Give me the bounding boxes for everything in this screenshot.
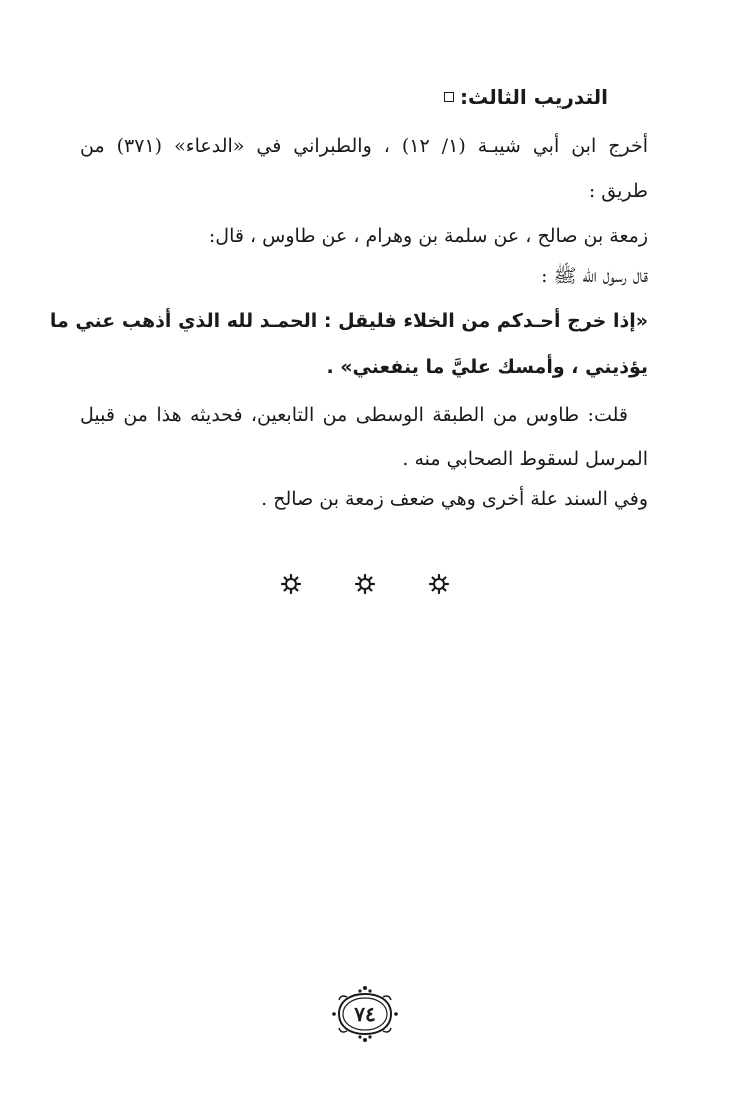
flower-star-icon — [428, 573, 450, 595]
heading-text: التدريب الثالث: — [460, 85, 608, 109]
paragraph-line: وفي السند علة أخرى وهي ضعف زمعة بن صالح . — [261, 488, 648, 510]
paragraph-line: المرسل لسقوط الصحابي منه . — [402, 448, 648, 470]
square-bullet-icon — [444, 92, 454, 102]
page-number: ٧٤ — [354, 1002, 376, 1026]
section-divider — [280, 573, 450, 597]
hadith-line: يؤذيني ، وأمسك عليَّ ما ينفعني» . — [326, 356, 648, 378]
paragraph-line: قال رسول الله ﷺ : — [541, 265, 648, 287]
paragraph-line: طريق : — [588, 180, 648, 202]
hadith-line: «إذا خرج أحـدكم من الخلاء فليقل : الحمـد لله الذي أذهب عني ما — [49, 310, 648, 332]
flower-star-icon — [280, 573, 302, 595]
flower-star-icon — [354, 573, 376, 595]
section-heading — [440, 82, 608, 112]
paragraph-line: أخرج ابن أبي شيبـة (١/ ١٢) ، والطبراني في «الدعاء» (٣٧١) من — [80, 135, 649, 157]
paragraph-line: قلت: طاوس من الطبقة الوسطى من التابعين، فحديثه هذا من قبيل — [80, 404, 628, 426]
page-number-ornament — [329, 984, 401, 1044]
paragraph-line: زمعة بن صالح ، عن سلمة بن وهرام ، عن طاوس ، قال: — [208, 225, 648, 247]
